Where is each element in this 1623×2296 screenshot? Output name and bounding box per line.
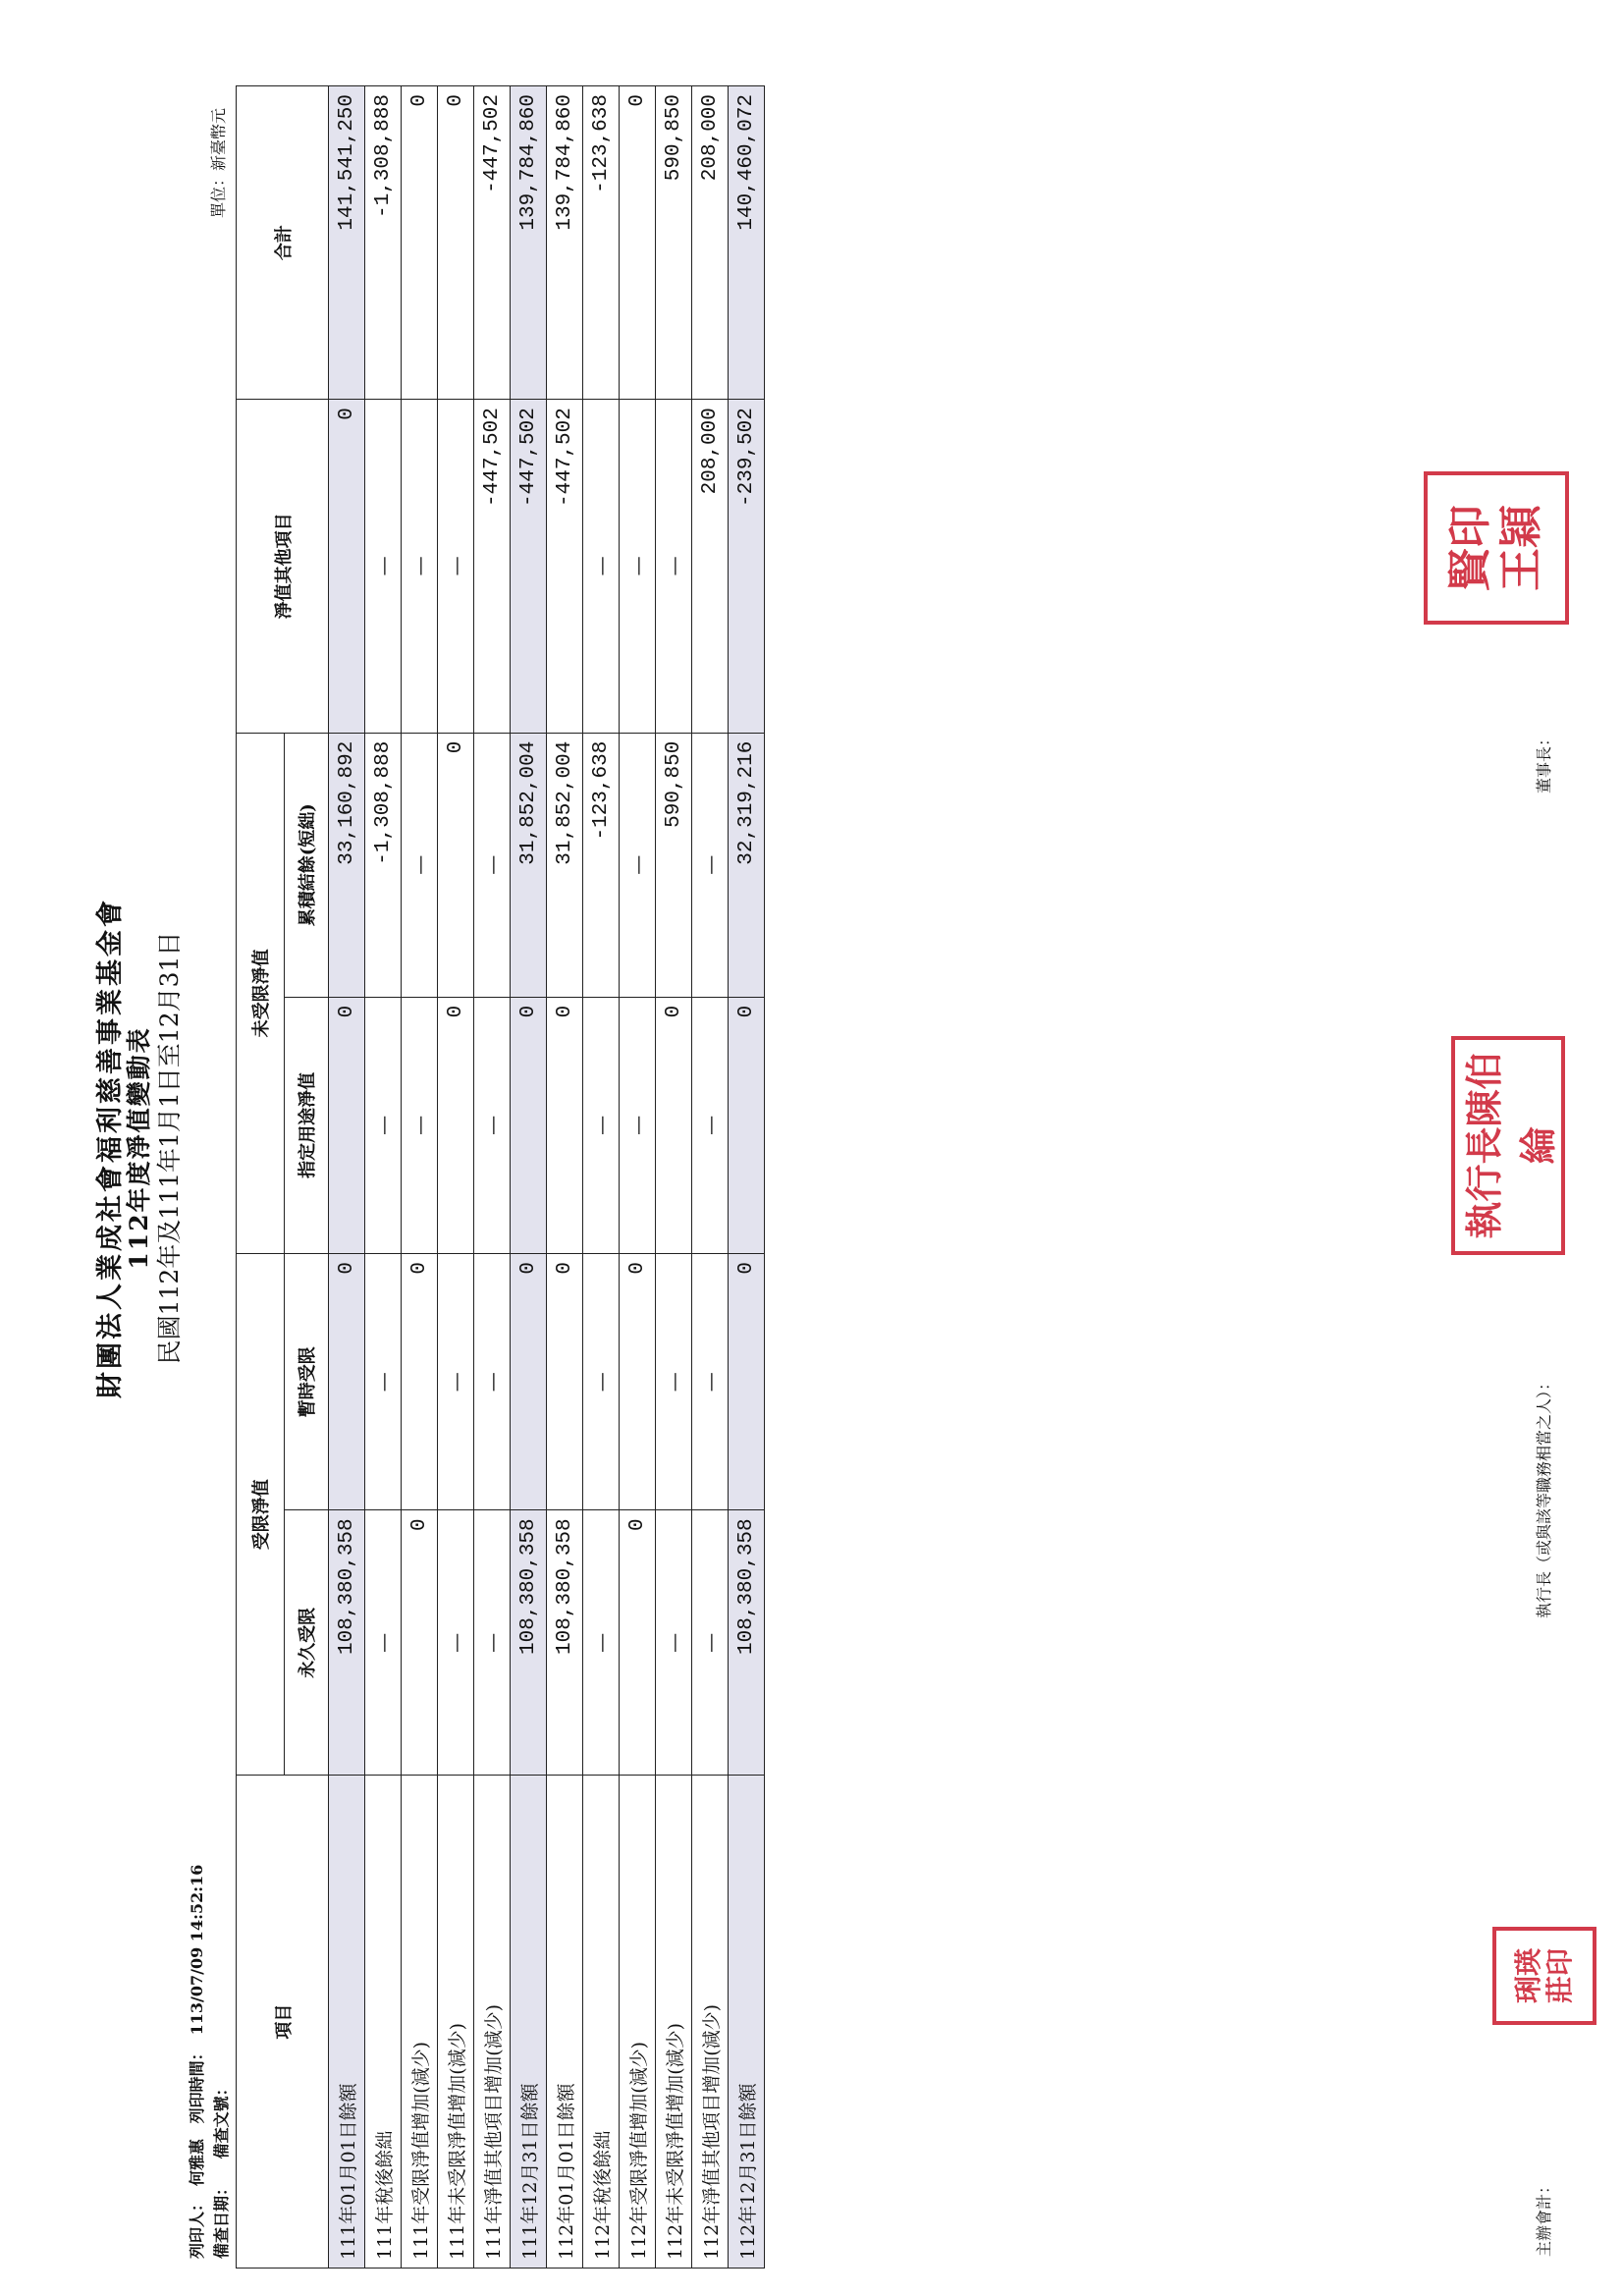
table-row bbox=[547, 86, 583, 2269]
header-other: 淨值其他項目 bbox=[237, 400, 329, 734]
cell-permanent: 0 bbox=[620, 1510, 656, 1776]
cell-permanent: — bbox=[656, 1510, 692, 1776]
cell-total: 0 bbox=[620, 86, 656, 400]
row-item-label: 111年受限淨值增加(減少) bbox=[402, 1776, 438, 2269]
table-row bbox=[329, 86, 365, 2269]
cell-total: -123,638 bbox=[583, 86, 620, 400]
row-item-label: 112年受限淨值增加(減少) bbox=[620, 1776, 656, 2269]
cell-designated: 0 bbox=[329, 997, 365, 1253]
cell-temporary: — bbox=[656, 1254, 692, 1510]
cell-total: 140,460,072 bbox=[729, 86, 765, 400]
cell-permanent: 108,380,358 bbox=[329, 1510, 365, 1776]
table-row bbox=[656, 86, 692, 2269]
row-item-label: 111年淨值其他項目增加(減少) bbox=[474, 1776, 511, 2269]
chairman-seal-stamp: 賢印 王穎 bbox=[1424, 471, 1569, 625]
printer-label: 列印人： bbox=[188, 2195, 206, 2259]
cell-permanent: — bbox=[583, 1510, 620, 1776]
table-row bbox=[402, 86, 438, 2269]
cell-accumulated: 31,852,004 bbox=[511, 733, 547, 997]
cell-temporary: — bbox=[583, 1254, 620, 1510]
cell-total: -1,308,888 bbox=[365, 86, 402, 400]
row-item-label: 112年12月31日餘額 bbox=[729, 1776, 765, 2269]
cell-total: 141,541,250 bbox=[329, 86, 365, 400]
executive-label: 執行長（或與該等職務相當之人）： bbox=[1535, 1374, 1553, 1618]
cell-total: -447,502 bbox=[474, 86, 511, 400]
net-assets-table bbox=[236, 85, 765, 2269]
table-body bbox=[329, 86, 765, 2269]
cell-designated: — bbox=[620, 997, 656, 1253]
cell-accumulated: -1,308,888 bbox=[365, 733, 402, 997]
header-total: 合計 bbox=[237, 86, 329, 400]
cell-temporary: 0 bbox=[729, 1254, 765, 1510]
cell-temporary: 0 bbox=[547, 1254, 583, 1510]
cell-other: -447,502 bbox=[511, 400, 547, 734]
review-info bbox=[209, 2064, 232, 2259]
cell-temporary: 0 bbox=[402, 1254, 438, 1510]
review-doc-label: 備查文號： bbox=[212, 2080, 231, 2159]
cell-permanent: — bbox=[474, 1510, 511, 1776]
currency-unit: 單位：新臺幣元 bbox=[209, 108, 228, 219]
table-row bbox=[729, 86, 765, 2269]
table-row bbox=[365, 86, 402, 2269]
cell-permanent: 108,380,358 bbox=[511, 1510, 547, 1776]
accountant-label: 主辦會計： bbox=[1535, 2177, 1553, 2257]
cell-total: 139,784,860 bbox=[547, 86, 583, 400]
cell-designated: — bbox=[365, 997, 402, 1253]
header-item: 項目 bbox=[237, 1776, 329, 2269]
cell-permanent: — bbox=[692, 1510, 729, 1776]
cell-accumulated: — bbox=[474, 733, 511, 997]
cell-designated: 0 bbox=[438, 997, 474, 1253]
table-row bbox=[583, 86, 620, 2269]
cell-other: — bbox=[583, 400, 620, 734]
cell-designated: — bbox=[474, 997, 511, 1253]
cell-other: — bbox=[438, 400, 474, 734]
cell-permanent: — bbox=[365, 1510, 402, 1776]
cell-total: 139,784,860 bbox=[511, 86, 547, 400]
row-item-label: 112年淨值其他項目增加(減少) bbox=[692, 1776, 729, 2269]
cell-temporary: 0 bbox=[511, 1254, 547, 1510]
row-item-label: 112年01月01日餘額 bbox=[547, 1776, 583, 2269]
row-item-label: 111年未受限淨值增加(減少) bbox=[438, 1776, 474, 2269]
row-item-label: 111年01月01日餘額 bbox=[329, 1776, 365, 2269]
cell-accumulated: — bbox=[402, 733, 438, 997]
cell-other: -447,502 bbox=[474, 400, 511, 734]
cell-other: -447,502 bbox=[547, 400, 583, 734]
cell-designated: — bbox=[583, 997, 620, 1253]
row-item-label: 112年未受限淨值增加(減少) bbox=[656, 1776, 692, 2269]
header-permanent: 永久受限 bbox=[285, 1510, 329, 1776]
review-date-label: 備查日期： bbox=[212, 2179, 231, 2259]
cell-designated: 0 bbox=[511, 997, 547, 1253]
header-temporary: 暫時受限 bbox=[285, 1254, 329, 1510]
cell-accumulated: — bbox=[620, 733, 656, 997]
cell-accumulated: -123,638 bbox=[583, 733, 620, 997]
cell-designated: — bbox=[402, 997, 438, 1253]
cell-designated: 0 bbox=[729, 997, 765, 1253]
cell-other: — bbox=[402, 400, 438, 734]
cell-other: 208,000 bbox=[692, 400, 729, 734]
header-unrestricted: 未受限淨值 bbox=[237, 733, 285, 1253]
org-name: 財團法人業成社會福利慈善事業基金會 bbox=[95, 898, 126, 1398]
row-item-label: 111年稅後餘絀 bbox=[365, 1776, 402, 2269]
cell-temporary: — bbox=[692, 1254, 729, 1510]
header-restricted: 受限淨值 bbox=[237, 1254, 285, 1776]
printer-info bbox=[185, 1855, 207, 2259]
chairman-label: 董事長： bbox=[1535, 730, 1553, 793]
accountant-seal-stamp: 琍瑛 莊印 bbox=[1492, 1927, 1596, 2025]
table-row bbox=[438, 86, 474, 2269]
cell-permanent: 0 bbox=[402, 1510, 438, 1776]
executive-seal-stamp: 執行長陳伯綸 bbox=[1451, 1036, 1565, 1255]
row-item-label: 111年12月31日餘額 bbox=[511, 1776, 547, 2269]
cell-temporary: — bbox=[365, 1254, 402, 1510]
cell-permanent: 108,380,358 bbox=[547, 1510, 583, 1776]
cell-total: 590,850 bbox=[656, 86, 692, 400]
printer-name: 何雅惠 bbox=[188, 2138, 206, 2186]
header-designated: 指定用途淨值 bbox=[285, 997, 329, 1253]
cell-designated: 0 bbox=[656, 997, 692, 1253]
print-time-label: 列印時間： bbox=[188, 2045, 206, 2124]
cell-accumulated: 32,319,216 bbox=[729, 733, 765, 997]
cell-total: 0 bbox=[402, 86, 438, 400]
print-time: 113/07/09 14:52:16 bbox=[188, 1864, 206, 2036]
table-row bbox=[692, 86, 729, 2269]
cell-other: — bbox=[365, 400, 402, 734]
table-row bbox=[620, 86, 656, 2269]
cell-total: 0 bbox=[438, 86, 474, 400]
cell-temporary: — bbox=[474, 1254, 511, 1510]
cell-permanent: 108,380,358 bbox=[729, 1510, 765, 1776]
cell-temporary: 0 bbox=[329, 1254, 365, 1510]
report-period: 民國112年及111年1月1日至12月31日 bbox=[155, 931, 184, 1365]
cell-accumulated: 0 bbox=[438, 733, 474, 997]
report-title: 112年度淨值變動表 bbox=[125, 1026, 153, 1270]
cell-permanent: — bbox=[438, 1510, 474, 1776]
cell-other: — bbox=[656, 400, 692, 734]
cell-accumulated: 31,852,004 bbox=[547, 733, 583, 997]
cell-other: -239,502 bbox=[729, 400, 765, 734]
cell-designated: — bbox=[692, 997, 729, 1253]
header-accumulated: 累積結餘(短絀) bbox=[285, 733, 329, 997]
cell-temporary: — bbox=[438, 1254, 474, 1510]
cell-other: 0 bbox=[329, 400, 365, 734]
cell-accumulated: — bbox=[692, 733, 729, 997]
cell-accumulated: 33,160,892 bbox=[329, 733, 365, 997]
cell-other: — bbox=[620, 400, 656, 734]
row-item-label: 112年稅後餘絀 bbox=[583, 1776, 620, 2269]
table-row bbox=[474, 86, 511, 2269]
cell-designated: 0 bbox=[547, 997, 583, 1253]
cell-temporary: 0 bbox=[620, 1254, 656, 1510]
cell-total: 208,000 bbox=[692, 86, 729, 400]
table-row bbox=[511, 86, 547, 2269]
cell-accumulated: 590,850 bbox=[656, 733, 692, 997]
